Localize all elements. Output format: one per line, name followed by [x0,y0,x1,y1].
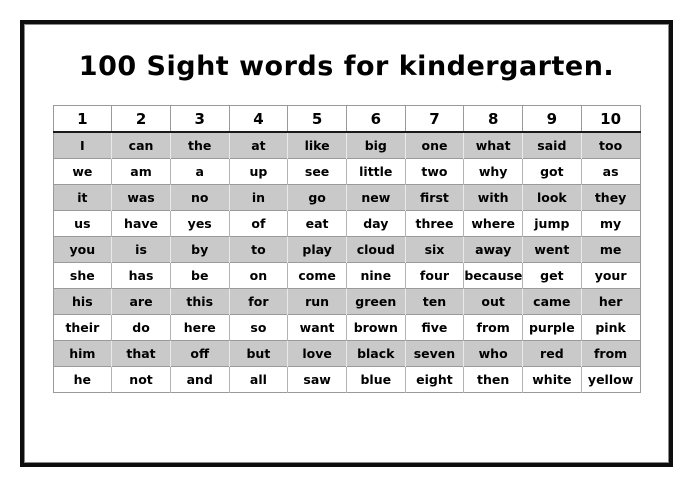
sight-word-cell: where [464,211,523,237]
sight-word-cell: I [53,132,112,159]
table-row [53,159,640,185]
table-header [53,106,640,133]
sight-word-cell: you [53,237,112,263]
column-header: 6 [346,106,405,133]
sight-word-cell: at [229,132,288,159]
sight-word-cell: not [112,367,171,393]
sight-word-cell: came [523,289,582,315]
sight-word-cell: four [405,263,464,289]
sight-word-cell: go [288,185,347,211]
column-header: 1 [53,106,112,133]
sight-word-cell: that [112,341,171,367]
sight-word-cell: away [464,237,523,263]
sight-word-cell: what [464,132,523,159]
sight-word-cell: too [581,132,640,159]
sight-word-cell: went [523,237,582,263]
sight-word-cell: one [405,132,464,159]
sight-word-cell: a [170,159,229,185]
sight-word-cell: new [346,185,405,211]
sight-word-cell: she [53,263,112,289]
sight-word-cell: it [53,185,112,211]
sight-word-cell: is [112,237,171,263]
sight-word-cell: us [53,211,112,237]
sight-word-cell: brown [346,315,405,341]
sight-word-cell: because [464,263,523,289]
sight-word-cell: cloud [346,237,405,263]
sight-word-cell: green [346,289,405,315]
sight-word-cell: red [523,341,582,367]
table-header-row [53,106,640,133]
sight-word-cell: play [288,237,347,263]
column-header: 3 [170,106,229,133]
sight-word-cell: day [346,211,405,237]
table-row [53,289,640,315]
sight-word-cell: get [523,263,582,289]
sight-word-cell: seven [405,341,464,367]
sight-word-cell: five [405,315,464,341]
sight-word-cell: by [170,237,229,263]
sight-word-cell: but [229,341,288,367]
sight-word-cell: want [288,315,347,341]
sight-word-cell: all [229,367,288,393]
sight-word-cell: am [112,159,171,185]
sight-word-cell: as [581,159,640,185]
sight-word-cell: love [288,341,347,367]
sight-word-cell: and [170,367,229,393]
sight-word-cell: ten [405,289,464,315]
sight-word-cell: blue [346,367,405,393]
sight-word-cell: then [464,367,523,393]
sight-word-cell: white [523,367,582,393]
sight-word-cell: the [170,132,229,159]
sight-word-cell: my [581,211,640,237]
sight-word-cell: got [523,159,582,185]
sight-word-cell: who [464,341,523,367]
table-body [53,132,640,393]
sight-word-cell: can [112,132,171,159]
sight-word-cell: me [581,237,640,263]
sight-word-cell: do [112,315,171,341]
sight-word-cell: they [581,185,640,211]
sight-word-cell: black [346,341,405,367]
sight-word-cell: from [464,315,523,341]
sight-word-cell: so [229,315,288,341]
sight-word-cell: him [53,341,112,367]
sight-word-cell: we [53,159,112,185]
sight-word-cell: out [464,289,523,315]
sight-word-cell: yes [170,211,229,237]
column-header: 9 [523,106,582,133]
column-header: 8 [464,106,523,133]
sight-word-cell: have [112,211,171,237]
sight-word-cell: come [288,263,347,289]
sight-word-cell: nine [346,263,405,289]
sight-word-cell: yellow [581,367,640,393]
worksheet-frame [20,20,673,467]
column-header: 4 [229,106,288,133]
sight-word-cell: why [464,159,523,185]
column-header: 7 [405,106,464,133]
sight-word-cell: six [405,237,464,263]
column-header: 10 [581,106,640,133]
sight-word-cell: eat [288,211,347,237]
sight-word-cell: like [288,132,347,159]
sight-word-cell: off [170,341,229,367]
sight-word-cell: saw [288,367,347,393]
sight-word-cell: their [53,315,112,341]
sight-word-cell: see [288,159,347,185]
sight-word-cell: this [170,289,229,315]
table-row [53,367,640,393]
sight-word-cell: here [170,315,229,341]
table-row [53,132,640,159]
sight-word-cell: pink [581,315,640,341]
sight-word-cell: look [523,185,582,211]
sight-word-cell: run [288,289,347,315]
sight-word-cell: your [581,263,640,289]
table-row [53,263,640,289]
sight-word-cell: he [53,367,112,393]
sight-word-cell: up [229,159,288,185]
sight-word-cell: with [464,185,523,211]
sight-word-cell: his [53,289,112,315]
sight-word-cell: little [346,159,405,185]
column-header: 5 [288,106,347,133]
page-title: 100 Sight words for kindergarten. [78,51,615,82]
sight-word-cell: two [405,159,464,185]
table-row [53,185,640,211]
sight-word-cell: from [581,341,640,367]
sight-word-cell: big [346,132,405,159]
table-row [53,341,640,367]
sight-word-cell: her [581,289,640,315]
sight-word-cell: jump [523,211,582,237]
sight-word-cell: was [112,185,171,211]
sight-word-cell: no [170,185,229,211]
sight-word-cell: be [170,263,229,289]
sight-word-cell: to [229,237,288,263]
sight-word-cell: said [523,132,582,159]
sight-word-cell: three [405,211,464,237]
sight-word-cell: eight [405,367,464,393]
sight-word-cell: on [229,263,288,289]
table-row [53,211,640,237]
table-row [53,237,640,263]
sight-word-cell: first [405,185,464,211]
sight-word-cell: purple [523,315,582,341]
sight-word-cell: are [112,289,171,315]
sight-word-cell: for [229,289,288,315]
column-header: 2 [112,106,171,133]
table-row [53,315,640,341]
sight-words-table [53,105,641,393]
sight-word-cell: in [229,185,288,211]
sight-word-cell: has [112,263,171,289]
sight-word-cell: of [229,211,288,237]
